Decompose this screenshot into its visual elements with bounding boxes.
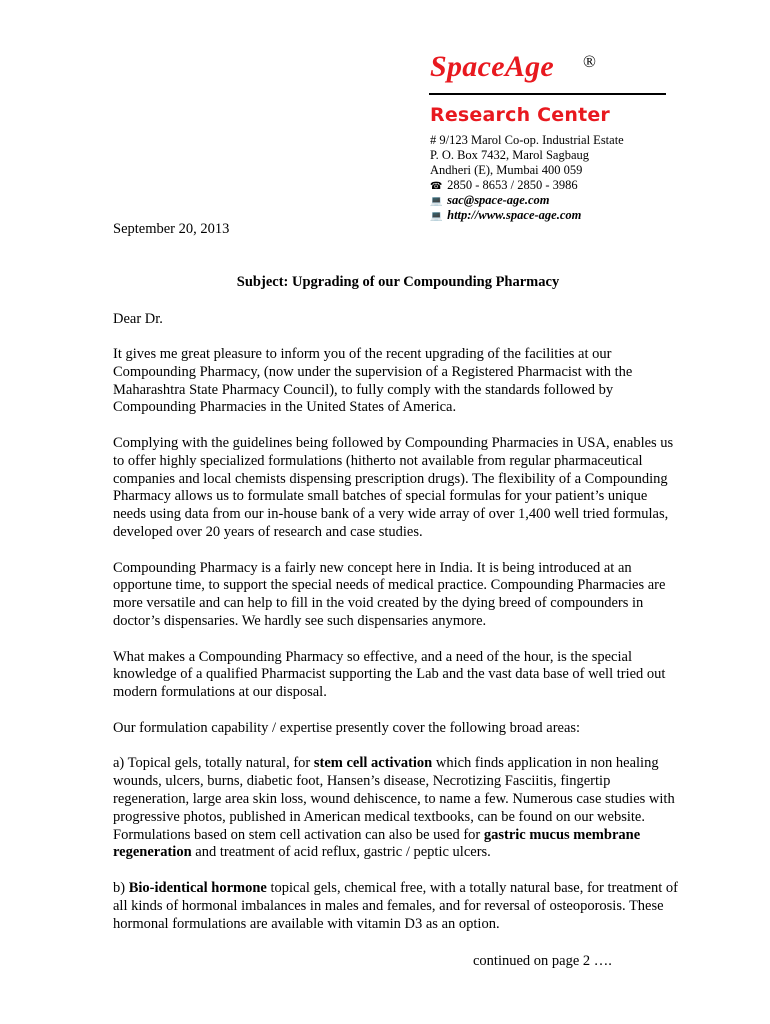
address-line: P. O. Box 7432, Marol Sagbaug: [430, 148, 590, 162]
item-a-bold-2: gastric mucus membrane regeneration: [113, 826, 641, 861]
item-a-text-2: which finds application in non healing wounds, ulcers, burns, diabetic foot, Hansen’s disease, Necrotizing Fasciitis, fingertip regeneration, large area skin loss, wound dehiscence, to name a few. Numerous case studies with progressive photos, published in American medical textbooks, can be found on our website. Formulations based on stem cell activation can also be used for: [113, 755, 675, 843]
paragraph-1: It gives me great pleasure to inform you of the recent upgrading of the facilities at our Compounding Pharmacy, (now under the supervision of a Registered Pharmacist with the Maharashtra State Pharmacy Council), to fully comply with the standards followed by Compounding Pharmacies in the United States of America.: [113, 346, 633, 416]
continued-note: continued on page 2 ….: [473, 953, 612, 969]
letter-subject: Subject: Upgrading of our Compounding Pharmacy: [236, 274, 560, 290]
phone-line: [430, 178, 624, 193]
brand-subtitle: Research Center: [430, 104, 611, 126]
website-link[interactable]: http://www.space-age.com: [447, 208, 582, 222]
item-b-bold-1: Bio-identical hormone: [128, 879, 267, 896]
email-link[interactable]: sac@space-age.com: [447, 193, 550, 207]
letterhead-address: [430, 133, 624, 223]
item-a-text-3: and treatment of acid reflux, gastric / peptic ulcers.: [191, 844, 491, 861]
address-line: # 9/123 Marol Co-op. Industrial Estate: [430, 133, 624, 147]
item-a-text-1: a) Topical gels, totally natural, for: [113, 755, 314, 772]
letter-body: [113, 346, 683, 951]
paragraph-5: Our formulation capability / expertise presently cover the following broad areas:: [113, 719, 581, 736]
brand-name: SpaceAge: [430, 50, 555, 83]
item-b-text-2: topical gels, chemical free, with a totally natural base, for treatment of all kinds of hormonal imbalances in males and females, and for reversal of osteoporosis. These hormonal formulations are available with vitamin D3 as an option.: [113, 879, 678, 932]
paragraph-4: What makes a Compounding Pharmacy so effective, and a need of the hour, is the special knowledge of a qualified Pharmacist supporting the Lab and the vast data base of well tried out modern formulations at our disposal.: [113, 648, 666, 701]
phone-number: 2850 - 8653 / 2850 - 3986: [447, 178, 578, 192]
item-b-text-1: b): [113, 879, 129, 896]
address-line: Andheri (E), Mumbai 400 059: [430, 163, 583, 177]
registered-mark: ®: [583, 52, 596, 71]
phone-icon: ☎: [430, 181, 443, 192]
email-line: [430, 193, 624, 208]
computer-icon: 💻: [430, 196, 443, 207]
letter-date: September 20, 2013: [113, 221, 230, 237]
letterhead-brand: [430, 50, 596, 84]
paragraph-2: Complying with the guidelines being followed by Compounding Pharmacies in USA, enables us to offer highly specialized formulations (hitherto not available from regular pharmaceutical companies and local chemists dispensing prescription drugs). The flexibility of a Compounding Pharmacy allows us to formulate small batches of special formulas for your patient’s unique needs using data from our in-house bank of a very wide array of over 1,400 well tried formulas, developed over 20 years of research and case studies.: [113, 434, 674, 540]
item-a-bold-1: stem cell activation: [313, 755, 433, 772]
list-item-b: [113, 880, 683, 933]
paragraph-3: Compounding Pharmacy is a fairly new concept here in India. It is being introduced at an opportune time, to support the special needs of medical practice. Compounding Pharmacies are more versatile and can help to fill in the void created by the dying breed of compounders in doctor’s dispensaries. We hardly see such dispensaries anymore.: [113, 559, 666, 629]
letterhead-divider: [429, 93, 666, 95]
letter-salutation: Dear Dr.: [113, 311, 163, 327]
computer-icon: 💻: [430, 211, 443, 222]
website-line: [430, 208, 624, 223]
list-item-a: [113, 755, 683, 862]
